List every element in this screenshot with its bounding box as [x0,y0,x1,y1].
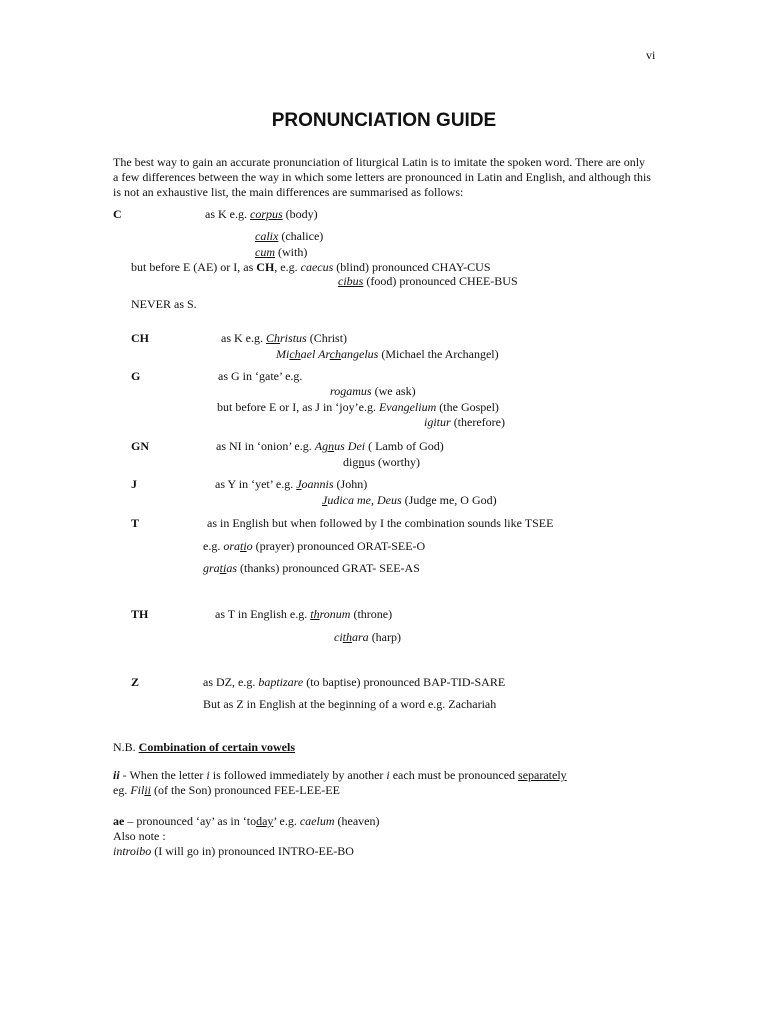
letter-ch: CH [131,331,149,345]
ii-rule: ii - When the letter i is followed immediately by another i each must be pronounced separately [113,768,567,782]
page-title: PRONUNCIATION GUIDE [271,110,497,131]
t-rule: as in English but when followed by I the combination sounds like TSEE [207,516,554,530]
z-rule-2: But as Z in English at the beginning of a word e.g. Zachariah [203,697,497,711]
nb-heading: N.B. Combination of certain vowels [113,740,295,754]
c-example-calix: calix (chalice) [255,229,324,243]
letter-z: Z [131,675,140,689]
t-example-gratias: gratias (thanks) pronounced GRAT- SEE-AS [203,561,420,575]
letter-c: C [113,207,122,221]
g-rule-1: as G in ‘gate’ e.g. [218,369,303,383]
j-rule: as Y in ‘yet’ e.g. Joannis (John) [215,477,368,491]
ae-also-note: Also note : [113,829,166,843]
g-rule-2: but before E or I, as J in ‘joy’e.g. Evangelium (the Gospel) [217,400,499,414]
t-example-oratio: e.g. oratio (prayer) pronounced ORAT-SEE-O [203,539,426,553]
intro-paragraph: The best way to gain an accurate pronunciation of liturgical Latin is to imitate the spoken word. There are only a few differences between the way in which some letters are pronounced in Latin and English, and although this is not an exhaustive list, the main differences are summarised as follows: [113,155,651,199]
gn-example: dignus (worthy) [343,455,421,469]
ae-rule: ae – pronounced ‘ay’ as in ‘today’ e.g. caelum (heaven) [113,814,380,828]
ch-example: Michael Archangelus (Michael the Archangel) [276,347,499,361]
page-number: vi [646,48,656,62]
ae-example-introibo: introibo (I will go in) pronounced INTRO-EE-BO [113,844,354,858]
letter-g: G [131,369,141,383]
c-rule-2: but before E (AE) or I, as CH, e.g. caecus (blind) pronounced CHAY-CUS [131,260,491,274]
c-example-cum: cum (with) [255,245,308,259]
ch-rule: as K e.g. Christus (Christ) [221,331,348,345]
c-never-note: NEVER as S. [131,297,197,311]
th-rule: as T in English e.g. thronum (throne) [215,607,393,621]
ii-example: eg. Filii (of the Son) pronounced FEE-LEE-EE [113,783,340,797]
g-example-igitur: igitur (therefore) [424,415,505,429]
gn-rule: as NI in ‘onion’ e.g. Agnus Dei ( Lamb of God) [216,439,444,453]
th-example: cithara (harp) [334,630,402,644]
z-rule: as DZ, e.g. baptizare (to baptise) pronounced BAP-TID-SARE [203,675,506,689]
c-rule-1: as K e.g. corpus (body) [205,207,318,221]
letter-t: T [131,516,140,530]
letter-th: TH [131,607,149,621]
c-example-cibus: cibus (food) pronounced CHEE-BUS [338,274,518,288]
j-example: Judica me, Deus (Judge me, O God) [322,493,497,507]
g-example-rogamus: rogamus (we ask) [330,384,416,398]
letter-j: J [131,477,137,491]
letter-gn: GN [131,439,149,453]
